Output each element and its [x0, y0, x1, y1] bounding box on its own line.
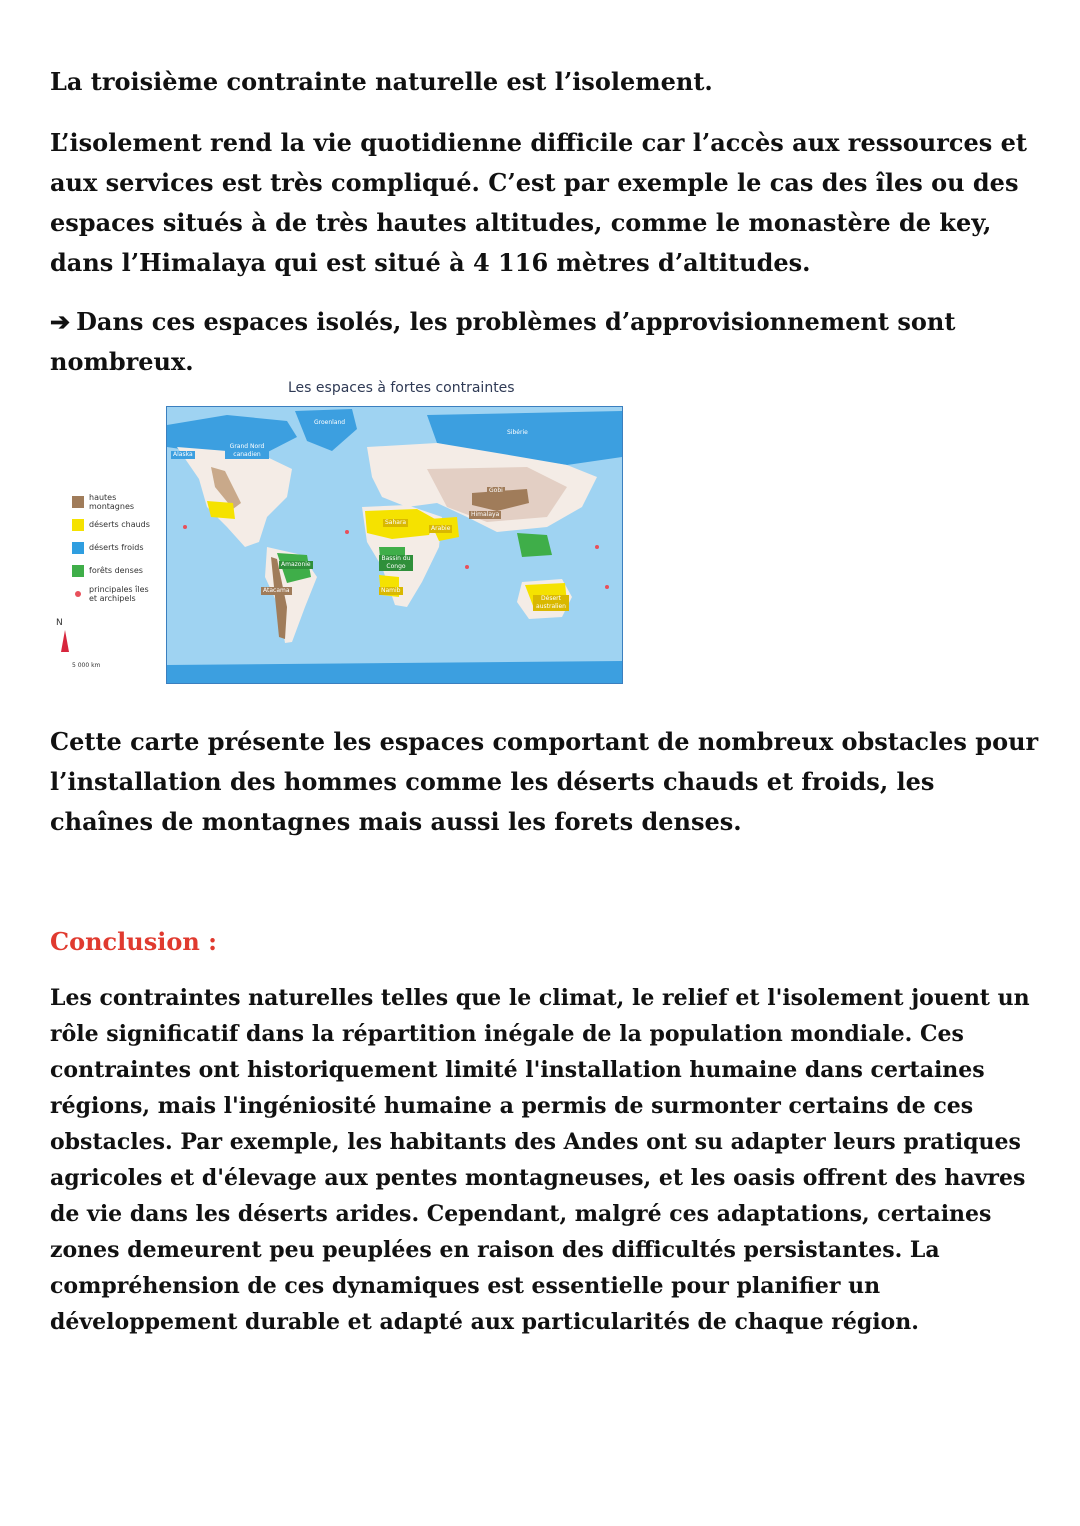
map-title: Les espaces à fortes contraintes [288, 380, 515, 396]
legend-label: déserts froids [89, 543, 144, 552]
legend-item-dense-forests [72, 559, 159, 582]
map-label-desert-australien: Désert australien [533, 595, 569, 611]
legend-item-hot-deserts [72, 513, 159, 536]
legend-swatch [72, 496, 84, 508]
map-label-congo: Bassin du Congo [379, 555, 413, 571]
legend-dot [75, 591, 81, 597]
legend-item-mountains [72, 490, 159, 513]
world-map [166, 406, 623, 684]
island-marker [465, 565, 469, 569]
forest-southeast-asia [517, 533, 552, 557]
map-label-atacama: Atacama [263, 587, 290, 594]
north-label: N [56, 618, 63, 628]
island-marker [183, 525, 187, 529]
map-label-sahara: Sahara [385, 519, 407, 526]
legend-swatch [72, 519, 84, 531]
conclusion-heading: Conclusion : [50, 927, 218, 956]
legend-label: forêts denses [89, 566, 143, 575]
paragraph-conclusion: Les contraintes naturelles telles que le climat, le relief et l'isolement jouent un rôle significatif dans la répartition inégale de la population mondiale. Ces contraintes ont historiquement limité l'installation humaine dans certaines régions, mais l'ingéniosité humaine a permis de surmonter certains de ces obstacles. Par exemple, les habitants des Andes ont su adapter leurs pratiques agricoles et d'élevage aux pentes montagneuses, et les oasis offrent des havres de vie dans les déserts arides. Cependant, malgré ces adaptations, certaines zones demeurent peu peuplées en raison des difficultés persistantes. La compréhension de ces dynamiques est essentielle pour planifier un développement durable et adapté aux particularités de chaque région. [50, 985, 1030, 1335]
map-label-grand-nord: Grand Nord canadien [225, 443, 269, 459]
cold-desert-antarctica [167, 661, 622, 683]
legend-item-islands [72, 582, 159, 605]
map-label-siberie: Sibérie [507, 429, 528, 436]
map-label-groenland: Groenland [314, 419, 346, 426]
legend-swatch [72, 565, 84, 577]
paragraph-isolation-explanation: L’isolement rend la vie quotidienne difficile car l’accès aux ressources et aux services est très compliqué. C’est par exemple le cas des îles ou des espaces situés à de très hautes altitudes, comme le monastère de key, dans l’Himalaya qui est situé à 4 116 mètres d’altitudes. [50, 128, 1027, 277]
legend-label: déserts chauds [89, 520, 150, 529]
map-label-alaska: Alaska [173, 451, 193, 458]
map-label-gobi: Gobi [489, 487, 503, 494]
legend-swatch [72, 542, 84, 554]
paragraph-supply-problems [50, 302, 1040, 382]
hot-desert-north-america [207, 501, 235, 519]
paragraph-map-description: Cette carte présente les espaces comportant de nombreux obstacles pour l’installation des hommes comme les déserts chauds et froids, les chaînes de montagnes mais aussi les forets denses. [50, 727, 1039, 836]
legend-label: hautes montagnes [89, 492, 135, 511]
island-marker [605, 585, 609, 589]
map-label-namib: Namib [381, 587, 401, 594]
island-marker [345, 530, 349, 534]
paragraph-isolation-heading: La troisième contrainte naturelle est l’isolement. [50, 67, 713, 96]
map-label-himalaya: Himalaya [471, 511, 500, 518]
paragraph-supply-text: Dans ces espaces isolés, les problèmes d’approvisionnement sont nombreux. [50, 307, 956, 376]
cold-desert-greenland [295, 409, 357, 451]
legend-label: principales îles et archipels [89, 584, 149, 603]
map-label-arabie: Arabie [431, 525, 451, 532]
map-legend [72, 490, 159, 605]
north-arrow-icon [61, 630, 69, 652]
arrow-icon: ➔ [50, 307, 71, 336]
map-scale: 5 000 km [72, 662, 101, 669]
map-label-amazonie: Amazonie [281, 561, 311, 568]
legend-item-cold-deserts [72, 536, 159, 559]
island-marker [595, 545, 599, 549]
constraints-map-figure [50, 372, 650, 692]
